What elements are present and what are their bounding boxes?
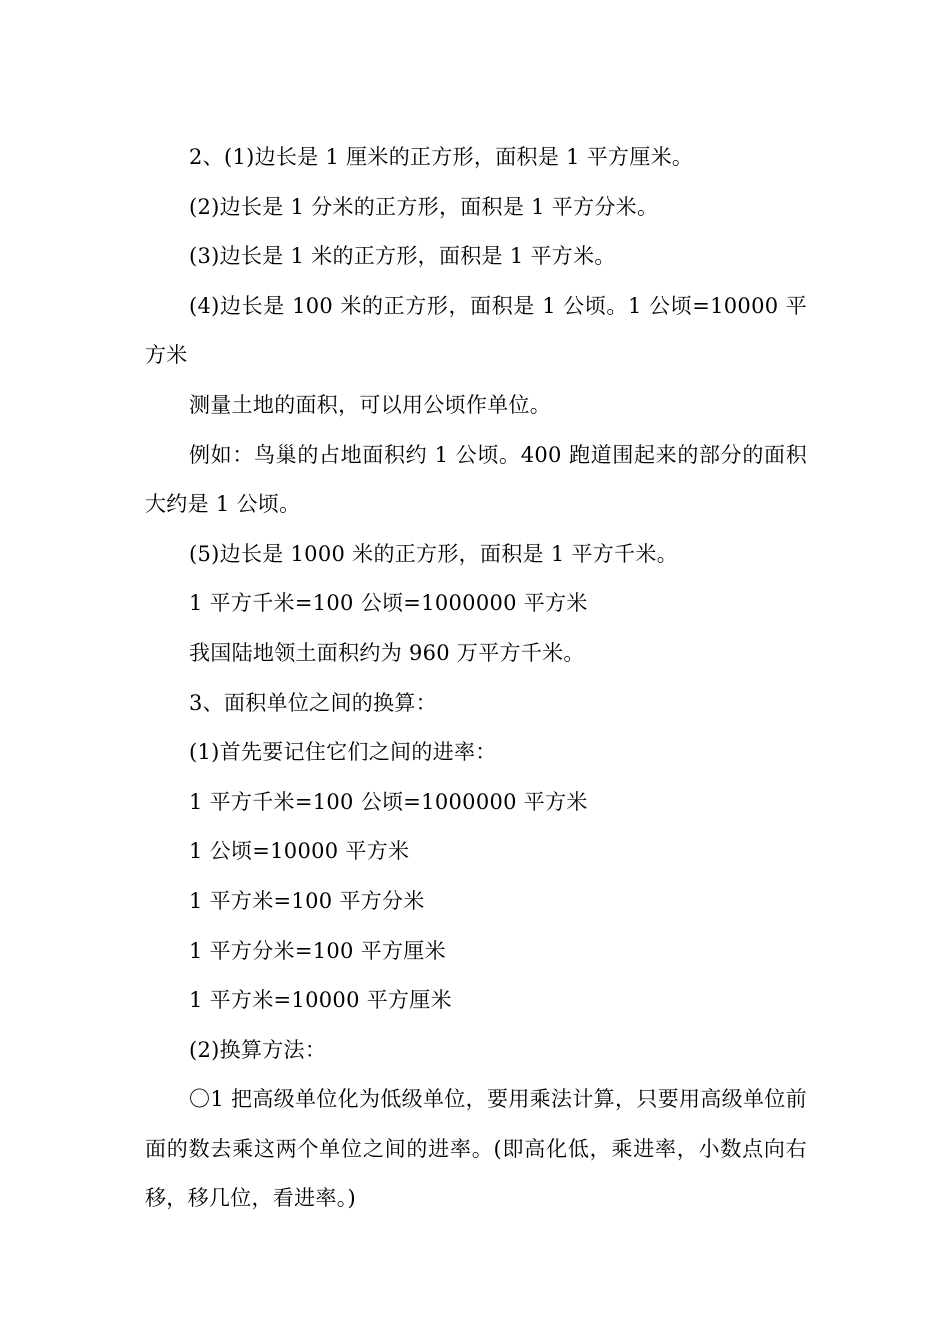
paragraph-7: (5)边长是 1000 米的正方形，面积是 1 平方千米。 xyxy=(189,541,678,566)
paragraph-17: (2)换算方法： xyxy=(189,1037,327,1062)
paragraph-3: (3)边长是 1 米的正方形，面积是 1 平方米。 xyxy=(189,244,616,269)
paragraph-2: (2)边长是 1 分米的正方形，面积是 1 平方分米。 xyxy=(189,194,659,219)
paragraph-13: 1 公顷=10000 平方米 xyxy=(189,839,410,864)
paragraph-10: 3、面积单位之间的换算： xyxy=(189,690,437,715)
paragraph-4: (4)边长是 100 米的正方形，面积是 1 公顷。1 公顷=10000 平方米 xyxy=(145,293,807,368)
paragraph-5: 测量土地的面积，可以用公顷作单位。 xyxy=(189,392,552,417)
paragraph-14: 1 平方米=100 平方分米 xyxy=(189,888,425,913)
paragraph-11: (1)首先要记住它们之间的进率： xyxy=(189,740,497,765)
paragraph-6: 例如：鸟巢的占地面积约 1 公顷。400 跑道围起来的部分的面积大约是 1 公顷。 xyxy=(145,442,807,517)
paragraph-1: 2、(1)边长是 1 厘米的正方形，面积是 1 平方厘米。 xyxy=(189,145,694,169)
paragraph-8: 1 平方千米=100 公顷=1000000 平方米 xyxy=(189,591,588,616)
paragraph-15: 1 平方分米=100 平方厘米 xyxy=(189,938,446,963)
document-body xyxy=(145,133,807,1224)
paragraph-18: 〇1 把高级单位化为低级单位，要用乘法计算，只要用高级单位前面的数去乘这两个单位之间的进率。(即高化低，乘进率，小数点向右移，移几位，看进率。) xyxy=(145,1087,807,1211)
paragraph-12: 1 平方千米=100 公顷=1000000 平方米 xyxy=(189,789,588,814)
paragraph-16: 1 平方米=10000 平方厘米 xyxy=(189,988,452,1013)
paragraph-9: 我国陆地领土面积约为 960 万平方千米。 xyxy=(189,640,585,665)
